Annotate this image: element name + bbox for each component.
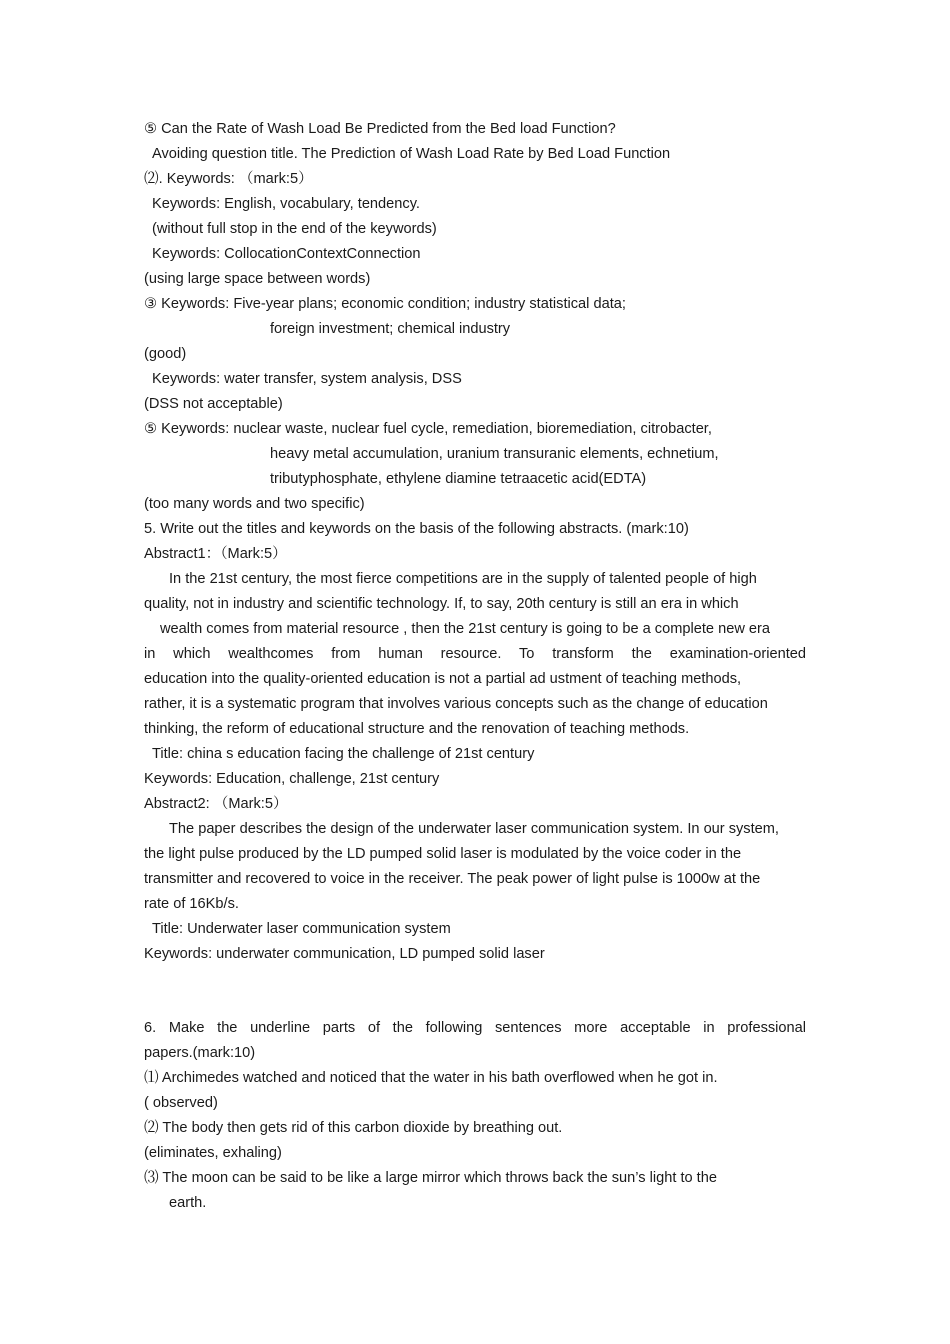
abstract-2-title: Title: Underwater laser communication system: [152, 921, 451, 937]
abstract-1-heading: Abstract1：（Mark:5）: [144, 546, 287, 562]
keywords-line-3: ③ Keywords: Five-year plans; economic condition; industry statistical data;: [144, 296, 626, 312]
sentence-1-answer: ( observed): [144, 1095, 218, 1111]
keywords-line-4: Keywords: water transfer, system analysis, DSS: [152, 371, 462, 387]
keywords-note-4: (DSS not acceptable): [144, 396, 283, 412]
keywords-line-5: ⑤ Keywords: nuclear waste, nuclear fuel cycle, remediation, bioremediation, citrobacter,: [144, 421, 712, 437]
abstract-1-line-6: rather, it is a systematic program that involves various concepts such as the change of education: [144, 696, 768, 712]
abstract-2-line-4: rate of 16Kb/s.: [144, 896, 239, 912]
keywords-line-2: Keywords: CollocationContextConnection: [152, 246, 421, 262]
abstract-1-line-2: quality, not in industry and scientific technology. If, to say, 20th century is still an era in which: [144, 596, 739, 612]
abstract-2-line-2: the light pulse produced by the LD pumped solid laser is modulated by the voice coder in the: [144, 846, 742, 862]
abstract-1-line-1: In the 21st century, the most fierce competitions are in the supply of talented people of high: [169, 571, 757, 587]
abstract-1-line-7: thinking, the reform of educational structure and the renovation of teaching methods.: [144, 721, 690, 737]
abstract-1-line-5: education into the quality-oriented education is not a partial ad ustment of teaching methods,: [144, 671, 742, 687]
abstract-1-keywords: Keywords: Education, challenge, 21st century: [144, 771, 440, 787]
section-keywords-heading: ⑵. Keywords: （mark:5）: [144, 171, 313, 187]
answer-title-example: Avoiding question title. The Prediction of Wash Load Rate by Bed Load Function: [152, 146, 671, 162]
keywords-note-1: (without full stop in the end of the keywords): [152, 221, 437, 237]
question-5-heading: 5. Write out the titles and keywords on the basis of the following abstracts. (mark:10): [144, 521, 689, 537]
keywords-line-5-cont-1: heavy metal accumulation, uranium transuranic elements, echnetium,: [270, 446, 719, 462]
sentence-3: ⑶ The moon can be said to be like a large mirror which throws back the sun’s light to the: [144, 1170, 717, 1186]
keywords-note-3: (good): [144, 346, 187, 362]
keywords-line-5-cont-2: tributyphosphate, ethylene diamine tetraacetic acid(EDTA): [270, 471, 647, 487]
keywords-line-3-cont: foreign investment; chemical industry: [270, 321, 511, 337]
abstract-2-line-1: The paper describes the design of the underwater laser communication system. In our system,: [169, 821, 779, 837]
sentence-1: ⑴ Archimedes watched and noticed that the water in his bath overflowed when he got in.: [144, 1070, 718, 1086]
keywords-line-1: Keywords: English, vocabulary, tendency.: [152, 196, 420, 212]
question-6-heading: 6. Make the underline parts of the following sentences more acceptable in professional: [144, 1020, 806, 1036]
question-title-example: ⑤ Can the Rate of Wash Load Be Predicted from the Bed load Function?: [144, 121, 616, 137]
abstract-2-keywords: Keywords: underwater communication, LD pumped solid laser: [144, 946, 545, 962]
sentence-2-answer: (eliminates, exhaling): [144, 1145, 282, 1161]
keywords-note-2: (using large space between words): [144, 271, 371, 287]
abstract-1-title: Title: china s education facing the challenge of 21st century: [152, 746, 535, 762]
sentence-3-cont: earth.: [169, 1195, 207, 1211]
abstract-1-line-3: wealth comes from material resource , then the 21st century is going to be a complete new era: [160, 621, 771, 637]
abstract-2-heading: Abstract2: （Mark:5）: [144, 796, 288, 812]
abstract-1-line-4: in which wealthcomes from human resource. To transform the examination-oriented: [144, 646, 806, 662]
keywords-note-5: (too many words and two specific): [144, 496, 365, 512]
question-6-heading-cont: papers.(mark:10): [144, 1045, 256, 1061]
abstract-2-line-3: transmitter and recovered to voice in the receiver. The peak power of light pulse is 1000w at the: [144, 871, 761, 887]
sentence-2: ⑵ The body then gets rid of this carbon dioxide by breathing out.: [144, 1120, 563, 1136]
